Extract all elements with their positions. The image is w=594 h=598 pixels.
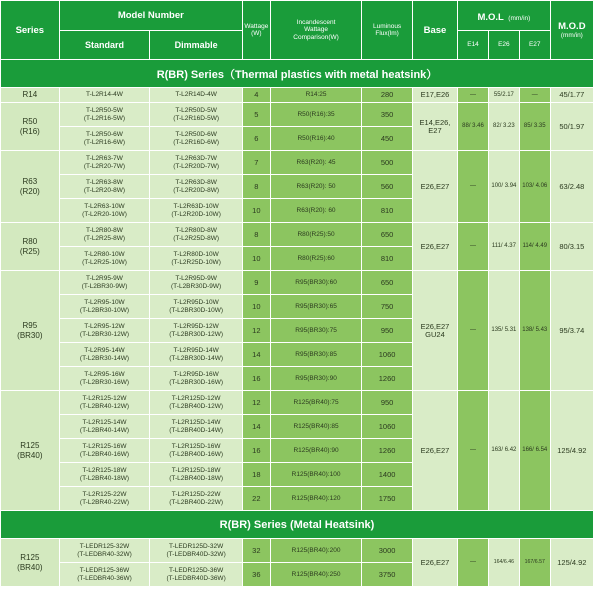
header-incandescent: Incandescent Wattage Comparison(W): [271, 1, 362, 59]
comparison-value: R95(BR30):90: [271, 367, 362, 390]
wattage-value: 22: [243, 487, 270, 510]
flux-value: 1750: [362, 487, 411, 510]
standard-model: T-L2R125-18W (T-L2BR40-18W): [60, 463, 150, 486]
mol-e26-value: 163/ 6.42: [489, 391, 519, 510]
comparison-value: R63(R20): 45: [271, 151, 362, 174]
comparison-value: R63(R20): 50: [271, 175, 362, 198]
flux-value: 280: [362, 88, 411, 102]
mol-e14-value: —: [458, 539, 488, 586]
standard-model: T-L2R95-10W (T-L2BR30-10W): [60, 295, 150, 318]
mol-e27-value: —: [520, 88, 550, 102]
series-cell: R125 (BR40): [1, 539, 59, 586]
mol-e14-value: 88/ 3.46: [458, 103, 488, 150]
series-cell: R14: [1, 88, 59, 102]
table-row: [1, 103, 593, 126]
standard-model: T-L2R63-10W (T-L2R20-10W): [60, 199, 150, 222]
base-value: E17,E26: [413, 88, 457, 102]
flux-value: 1060: [362, 343, 411, 366]
base-value: E26,E27: [413, 539, 457, 586]
header-luminous-flux: Luminous Flux(lm): [362, 1, 411, 59]
standard-model: T-L2R80-8W (T-L2R25-8W): [60, 223, 150, 246]
base-value: E14,E26, E27: [413, 103, 457, 150]
dimmable-model: T-LEDR125D-36W (T-LEDBR40D-36W): [150, 563, 242, 586]
wattage-value: 32: [243, 539, 270, 562]
wattage-value: 14: [243, 415, 270, 438]
wattage-value: 8: [243, 175, 270, 198]
header-standard: Standard: [60, 31, 150, 59]
standard-model: T-L2R95-12W (T-L2BR30-12W): [60, 319, 150, 342]
dimmable-model: T-L2R63D-8W (T-L2R20D-8W): [150, 175, 242, 198]
mol-e27-value: 103/ 4.06: [520, 151, 550, 222]
flux-value: 450: [362, 127, 411, 150]
header-mod: M.O.D (mm/in): [551, 1, 593, 59]
section-title-thermal: R(BR) Series（Thermal plastics with metal heatsink）: [1, 60, 593, 87]
standard-model: T-LEDR125-36W (T-LEDBR40-36W): [60, 563, 150, 586]
mol-e14-value: —: [458, 151, 488, 222]
mol-e14-value: —: [458, 271, 488, 390]
header-mol: M.O.L (mm/in): [458, 1, 550, 30]
mod-value: 80/3.15: [551, 223, 593, 270]
dimmable-model: T-L2R95D-10W (T-L2BR30D-10W): [150, 295, 242, 318]
comparison-value: R95(BR30):65: [271, 295, 362, 318]
dimmable-model: T-L2R63D-7W (T-L2R20D-7W): [150, 151, 242, 174]
comparison-value: R125(BR40):120: [271, 487, 362, 510]
flux-value: 810: [362, 199, 411, 222]
header-base: Base: [413, 1, 457, 59]
flux-value: 750: [362, 295, 411, 318]
dimmable-model: T-L2R125D-22W (T-L2BR40D-22W): [150, 487, 242, 510]
mod-value: 95/3.74: [551, 271, 593, 390]
series-cell: R50 (R16): [1, 103, 59, 150]
wattage-value: 10: [243, 295, 270, 318]
comparison-value: R95(BR30):75: [271, 319, 362, 342]
dimmable-model: T-L2R125D-12W (T-L2BR40D-12W): [150, 391, 242, 414]
dimmable-model: T-L2R80D-10W (T-L2R25D-10W): [150, 247, 242, 270]
comparison-value: R50(R16):35: [271, 103, 362, 126]
series-cell: R95 (BR30): [1, 271, 59, 390]
standard-model: T-L2R125-12W (T-L2BR40-12W): [60, 391, 150, 414]
mol-e26-value: 82/ 3.23: [489, 103, 519, 150]
table-row: [1, 271, 593, 294]
dimmable-model: T-L2R63D-10W (T-L2R20D-10W): [150, 199, 242, 222]
flux-value: 500: [362, 151, 411, 174]
dimmable-model: T-L2R95D-16W (T-L2BR30D-16W): [150, 367, 242, 390]
comparison-value: R125(BR40):75: [271, 391, 362, 414]
dimmable-model: T-L2R125D-14W (T-L2BR40D-14W): [150, 415, 242, 438]
base-value: E26,E27: [413, 151, 457, 222]
mol-e26-value: 164/6.46: [489, 539, 519, 586]
mod-value: 50/1.97: [551, 103, 593, 150]
base-value: E26,E27: [413, 223, 457, 270]
dimmable-model: T-L2R14D-4W: [150, 88, 242, 102]
wattage-value: 8: [243, 223, 270, 246]
wattage-value: 14: [243, 343, 270, 366]
comparison-value: R125(BR40):90: [271, 439, 362, 462]
header-series: Series: [1, 1, 59, 59]
dimmable-model: T-L2R125D-18W (T-L2BR40D-18W): [150, 463, 242, 486]
flux-value: 950: [362, 319, 411, 342]
standard-model: T-L2R50-6W (T-L2R16-6W): [60, 127, 150, 150]
dimmable-model: T-LEDR125D-32W (T-LEDBR40D-32W): [150, 539, 242, 562]
mol-e27-value: 167/6.57: [520, 539, 550, 586]
flux-value: 1060: [362, 415, 411, 438]
dimmable-model: T-L2R95D-14W (T-L2BR30D-14W): [150, 343, 242, 366]
wattage-value: 16: [243, 439, 270, 462]
comparison-value: R80(R25):50: [271, 223, 362, 246]
comparison-value: R95(BR30):60: [271, 271, 362, 294]
comparison-value: R80(R25):60: [271, 247, 362, 270]
table-row: [1, 391, 593, 414]
flux-value: 350: [362, 103, 411, 126]
base-value: E26,E27: [413, 391, 457, 510]
standard-model: T-L2R95-9W (T-L2BR30-9W): [60, 271, 150, 294]
wattage-value: 6: [243, 127, 270, 150]
table-row: [1, 88, 593, 102]
table-row: [1, 223, 593, 246]
comparison-value: R50(R16):40: [271, 127, 362, 150]
series-cell: R125 (BR40): [1, 391, 59, 510]
base-value: E26,E27 GU24: [413, 271, 457, 390]
flux-value: 1260: [362, 367, 411, 390]
flux-value: 810: [362, 247, 411, 270]
standard-model: T-L2R63-7W (T-L2R20-7W): [60, 151, 150, 174]
dimmable-model: T-L2R125D-16W (T-L2BR40D-16W): [150, 439, 242, 462]
comparison-value: R63(R20): 60: [271, 199, 362, 222]
comparison-value: R125(BR40):200: [271, 539, 362, 562]
comparison-value: R125(BR40):250: [271, 563, 362, 586]
wattage-value: 5: [243, 103, 270, 126]
mod-value: 45/1.77: [551, 88, 593, 102]
table-row: [1, 539, 593, 562]
comparison-value: R125(BR40):100: [271, 463, 362, 486]
dimmable-model: T-L2R80D-8W (T-L2R25D-8W): [150, 223, 242, 246]
standard-model: T-L2R50-5W (T-L2R16-5W): [60, 103, 150, 126]
standard-model: T-L2R14-4W: [60, 88, 150, 102]
flux-value: 650: [362, 223, 411, 246]
mol-e26-value: 111/ 4.37: [489, 223, 519, 270]
mol-e26-value: 135/ 5.31: [489, 271, 519, 390]
comparison-value: R95(BR30):85: [271, 343, 362, 366]
comparison-value: R125(BR40):85: [271, 415, 362, 438]
mol-e27-value: 114/ 4.49: [520, 223, 550, 270]
header-wattage: Wattage (W): [243, 1, 270, 59]
dimmable-model: T-L2R50D-6W (T-L2R16D-6W): [150, 127, 242, 150]
flux-value: 1260: [362, 439, 411, 462]
standard-model: T-L2R95-14W (T-L2BR30-14W): [60, 343, 150, 366]
mol-e14-value: —: [458, 391, 488, 510]
flux-value: 560: [362, 175, 411, 198]
wattage-value: 4: [243, 88, 270, 102]
wattage-value: 12: [243, 391, 270, 414]
table-row: [1, 151, 593, 174]
mol-e26-value: 100/ 3.94: [489, 151, 519, 222]
mol-e14-value: —: [458, 88, 488, 102]
mod-value: 125/4.92: [551, 539, 593, 586]
header-e14: E14: [458, 31, 488, 59]
standard-model: T-L2R125-14W (T-L2BR40-14W): [60, 415, 150, 438]
section-title-metal: R(BR) Series (Metal Heatsink): [1, 511, 593, 538]
standard-model: T-L2R63-8W (T-L2R20-8W): [60, 175, 150, 198]
wattage-value: 36: [243, 563, 270, 586]
wattage-value: 7: [243, 151, 270, 174]
mol-e27-value: 138/ 5.43: [520, 271, 550, 390]
wattage-value: 18: [243, 463, 270, 486]
dimmable-model: T-L2R95D-9W (T-L2BR30D-9W): [150, 271, 242, 294]
header-dimmable: Dimmable: [150, 31, 242, 59]
mol-e14-value: —: [458, 223, 488, 270]
dimmable-model: T-L2R50D-5W (T-L2R16D-5W): [150, 103, 242, 126]
header-model-number: Model Number: [60, 1, 242, 30]
flux-value: 950: [362, 391, 411, 414]
flux-value: 3000: [362, 539, 411, 562]
series-cell: R63 (R20): [1, 151, 59, 222]
mol-e27-value: 166/ 6.54: [520, 391, 550, 510]
header-e26: E26: [489, 31, 519, 59]
series-cell: R80 (R25): [1, 223, 59, 270]
flux-value: 1400: [362, 463, 411, 486]
header-e27: E27: [520, 31, 550, 59]
mod-value: 63/2.48: [551, 151, 593, 222]
standard-model: T-L2R125-16W (T-L2BR40-16W): [60, 439, 150, 462]
wattage-value: 10: [243, 247, 270, 270]
standard-model: T-L2R95-16W (T-L2BR30-16W): [60, 367, 150, 390]
standard-model: T-L2R80-10W (T-L2R25-10W): [60, 247, 150, 270]
wattage-value: 12: [243, 319, 270, 342]
wattage-value: 16: [243, 367, 270, 390]
mol-e27-value: 85/ 3.35: [520, 103, 550, 150]
wattage-value: 10: [243, 199, 270, 222]
standard-model: T-L2R125-22W (T-L2BR40-22W): [60, 487, 150, 510]
mod-value: 125/4.92: [551, 391, 593, 510]
flux-value: 650: [362, 271, 411, 294]
flux-value: 3750: [362, 563, 411, 586]
wattage-value: 9: [243, 271, 270, 294]
standard-model: T-LEDR125-32W (T-LEDBR40-32W): [60, 539, 150, 562]
dimmable-model: T-L2R95D-12W (T-L2BR30D-12W): [150, 319, 242, 342]
mol-e26-value: 55/2.17: [489, 88, 519, 102]
comparison-value: R14:25: [271, 88, 362, 102]
